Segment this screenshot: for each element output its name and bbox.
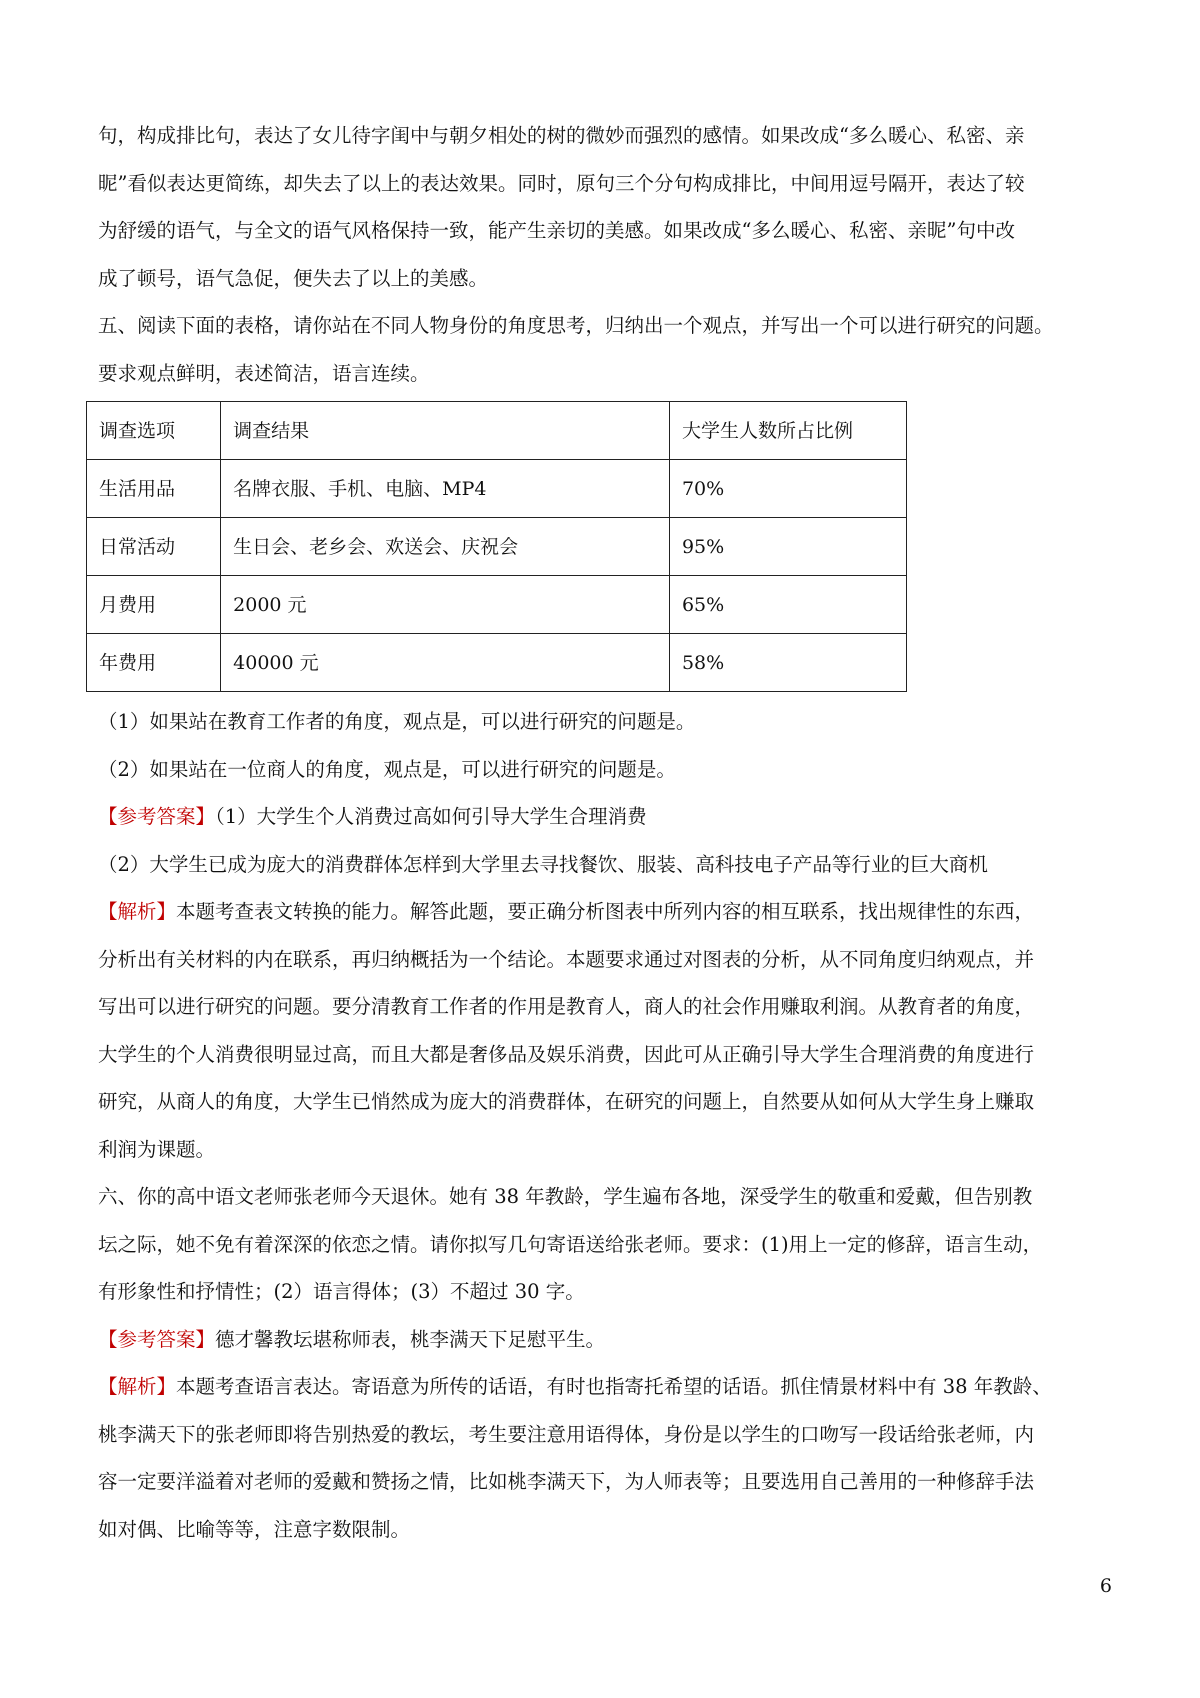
analysis-text: 本题考查语言表达。寄语意为所传的话语，有时也指寄托希望的话语。抓住情景材料中有 38 年教龄、 xyxy=(176,1375,1052,1398)
table-header-cell: 调查选项 xyxy=(87,402,221,460)
question5-analysis-line: 写出可以进行研究的问题。要分清教育工作者的作用是教育人，商人的社会作用赚取利润。从教育者的角度， xyxy=(98,995,1035,1018)
survey-table xyxy=(86,401,907,692)
table-header-cell: 大学生人数所占比例 xyxy=(669,402,906,460)
table-header-cell: 调查结果 xyxy=(221,402,670,460)
question5-sub2: （2）如果站在一位商人的角度，观点是，可以进行研究的问题是。 xyxy=(98,757,676,781)
intro-line: 成了顿号，语气急促，便失去了以上的美感。 xyxy=(98,266,489,290)
table-cell: 70% xyxy=(669,460,906,518)
question6-analysis-line: 容一定要洋溢着对老师的爱戴和赞扬之情，比如桃李满天下，为人师表等；且要选用自己善用的一种修辞手法 xyxy=(98,1470,1035,1493)
question6-prompt-line: 坛之际，她不免有着深深的依恋之情。请你拟写几句寄语送给张老师。要求：(1)用上一定的修辞，语言生动， xyxy=(98,1232,1043,1256)
table-cell: 65% xyxy=(669,576,906,634)
table-header-row xyxy=(87,402,907,460)
table-cell: 年费用 xyxy=(87,634,221,692)
table-cell: 40000 元 xyxy=(221,634,670,692)
answer-text: 德才馨教坛堪称师表，桃李满天下足慰平生。 xyxy=(215,1327,606,1351)
question5-analysis-line: 分析出有关材料的内在联系，再归纳概括为一个结论。本题要求通过对图表的分析，从不同角度归纳观点，并 xyxy=(98,947,1035,971)
analysis-text: 本题考查表文转换的能力。解答此题，要正确分析图表中所列内容的相互联系，找出规律性的东西， xyxy=(176,900,1035,923)
answer-tag: 【参考答案】 xyxy=(98,1327,216,1351)
page-number: 6 xyxy=(1099,1575,1112,1597)
question5-analysis-line xyxy=(98,888,1111,936)
table-row xyxy=(87,576,907,634)
table-cell: 日常活动 xyxy=(87,518,221,576)
table-row xyxy=(87,518,907,576)
answer-text: （1）大学生个人消费过高如何引导大学生合理消费 xyxy=(215,805,647,828)
intro-line: 昵”看似表达更简练，却失去了以上的表达效果。同时，原句三个分句构成排比，中间用逗号隔开，表达了较 xyxy=(98,171,1025,195)
intro-line: 为舒缓的语气，与全文的语气风格保持一致，能产生亲切的美感。如果改成“多么暖心、私密、亲昵”句中改 xyxy=(98,219,1015,242)
question5-answer-line2: （2）大学生已成为庞大的消费群体怎样到大学里去寻找餐饮、服装、高科技电子产品等行业的巨大商机 xyxy=(98,852,988,876)
question6-answer-line xyxy=(98,1316,1111,1364)
table-row xyxy=(87,460,907,518)
question5-sub1: （1）如果站在教育工作者的角度，观点是，可以进行研究的问题是。 xyxy=(98,710,696,733)
table-cell: 生活用品 xyxy=(87,460,221,518)
question6-analysis-line: 如对偶、比喻等等，注意字数限制。 xyxy=(98,1517,411,1541)
question6-prompt-line: 六、你的高中语文老师张老师今天退休。她有 38 年教龄，学生遍布各地，深受学生的敬重和爱戴，但告别教 xyxy=(98,1185,1033,1208)
question6-analysis-line: 桃李满天下的张老师即将告别热爱的教坛，考生要注意用语得体，身份是以学生的口吻写一段话给张老师，内 xyxy=(98,1422,1035,1446)
question5-answer-line1 xyxy=(98,793,1111,841)
question5-prompt-line: 要求观点鲜明，表述简洁，语言连续。 xyxy=(98,361,430,385)
analysis-tag: 【解析】 xyxy=(98,900,177,923)
table-cell: 月费用 xyxy=(87,576,221,634)
question5-analysis-line: 大学生的个人消费很明显过高，而且大都是奢侈品及娱乐消费，因此可从正确引导大学生合理消费的角度进行 xyxy=(98,1042,1035,1066)
question6-prompt-line: 有形象性和抒情性；(2）语言得体；(3）不超过 30 字。 xyxy=(98,1280,585,1303)
document-page xyxy=(98,112,1111,1553)
table-cell: 95% xyxy=(669,518,906,576)
question6-analysis-line xyxy=(98,1363,1111,1411)
table-cell: 名牌衣服、手机、电脑、MP4 xyxy=(221,460,670,518)
question5-prompt-line: 五、阅读下面的表格，请你站在不同人物身份的角度思考，归纳出一个观点，并写出一个可以进行研究的问题。 xyxy=(98,314,1054,337)
analysis-tag: 【解析】 xyxy=(98,1375,177,1398)
table-cell: 58% xyxy=(669,634,906,692)
table-cell: 生日会、老乡会、欢送会、庆祝会 xyxy=(221,518,670,576)
question5-analysis-line: 研究，从商人的角度，大学生已悄然成为庞大的消费群体，在研究的问题上，自然要从如何从大学生身上赚取 xyxy=(98,1090,1035,1113)
intro-line: 句，构成排比句，表达了女儿待字闺中与朝夕相处的树的微妙而强烈的感情。如果改成“多么暖心、私密、亲 xyxy=(98,124,1025,147)
answer-tag: 【参考答案】 xyxy=(98,805,216,828)
table-row xyxy=(87,634,907,692)
table-cell: 2000 元 xyxy=(221,576,670,634)
question5-analysis-line: 利润为课题。 xyxy=(98,1137,216,1161)
